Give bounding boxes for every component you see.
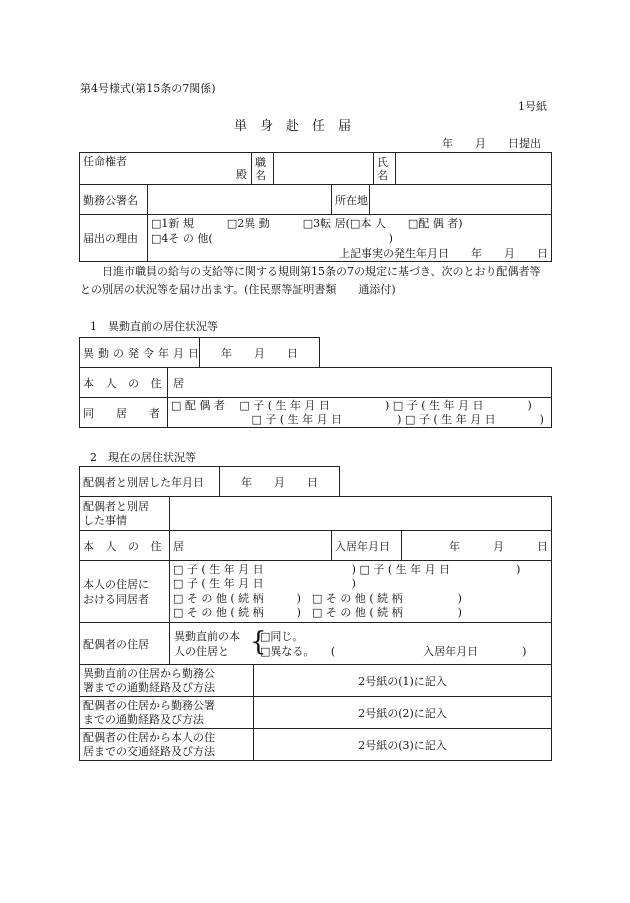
job-label: 職 名 <box>252 153 274 185</box>
brace-icon: { <box>250 627 267 657</box>
cohab2-line[interactable]: □ 子 ( 生 年 月 日 ) <box>173 577 356 590</box>
job-field[interactable] <box>274 153 374 185</box>
order-label: 異動の発令年月日 <box>80 338 200 368</box>
order-table <box>79 337 320 368</box>
occurrence-date: 上記事実の発生年月日 年 月 日 <box>339 247 548 260</box>
location-label: 所在地 <box>332 185 370 215</box>
office-table <box>79 184 552 215</box>
reason-table <box>79 214 552 262</box>
spouse-label: 配偶者の住居 <box>80 623 170 665</box>
route-label: 異動直前の住居から勤務公 署までの通勤経路及び方法 <box>80 665 254 697</box>
residence-label: 本 人 の 住 居 <box>80 368 168 398</box>
cohab2-options[interactable] <box>170 561 552 623</box>
spouse-same[interactable]: □同じ。 <box>260 630 304 643</box>
cohab2-label: 本人の住居に おける同居者 <box>80 561 170 623</box>
route-value: 2号紙の(3)に記入 <box>254 729 552 761</box>
order-date[interactable]: 年 月 日 <box>200 338 320 368</box>
residence2-label: 本 人 の 住 居 <box>80 531 170 561</box>
sep-label: 配偶者と別居した年月日 <box>80 467 220 497</box>
sheet-number: 1号紙 <box>518 100 547 113</box>
reason2-field[interactable] <box>170 497 552 531</box>
route-table <box>79 664 552 761</box>
cohab2-line[interactable]: □ 子 ( 生 年 月 日 ) □ 子 ( 生 年 月 日 ) <box>173 562 521 576</box>
office-field[interactable] <box>148 185 332 215</box>
form-number: 第4号様式(第15条の7関係) <box>80 82 216 95</box>
sec1-table <box>79 367 552 428</box>
name-field[interactable] <box>396 153 552 185</box>
form-title: 単 身 赴 任 届 <box>234 119 352 134</box>
movein-date[interactable]: 年 月 日 <box>402 531 552 561</box>
spouse-cell[interactable] <box>170 623 552 665</box>
route-value: 2号紙の(2)に記入 <box>254 697 552 729</box>
name-label: 氏 名 <box>374 153 396 185</box>
cohab2-line[interactable]: □ そ の 他 ( 続 柄 ) □ そ の 他 ( 続 柄 ) <box>173 606 462 619</box>
spouse-pre: 異動直前の本 人の住居と <box>174 630 240 658</box>
cohab-options[interactable] <box>168 398 552 428</box>
route-label: 配偶者の住居から勤務公署 までの通勤経路及び方法 <box>80 697 254 729</box>
movein-label: 入居年月日 <box>332 531 402 561</box>
cohab-line-2[interactable]: □ 子 ( 生 年 月 日 ) □ 子 ( 生 年 月 日 ) <box>171 412 544 426</box>
reason-options[interactable] <box>148 215 552 262</box>
appointer-cell[interactable] <box>80 153 252 185</box>
reason-line-1[interactable]: □1新 規 □2異 動 □3転 居(□本 人 □配 偶 者) <box>151 217 463 230</box>
appointer-label: 任命権者 <box>83 155 127 168</box>
reason-line-2[interactable]: □4そ の 他( ) <box>151 232 393 245</box>
residence2-field[interactable] <box>170 531 332 561</box>
cohab-label: 同 居 者 <box>80 398 168 428</box>
sep-table <box>79 466 340 497</box>
appointer-suffix: 殿 <box>236 168 247 181</box>
sec2-table <box>79 496 552 665</box>
route-value: 2号紙の(1)に記入 <box>254 665 552 697</box>
section2-heading: 2 現在の居住状況等 <box>90 451 196 464</box>
reason-label: 届出の理由 <box>80 215 148 262</box>
office-label: 勤務公署名 <box>80 185 148 215</box>
intro-paragraph: 日進市職員の給与の支給等に関する規則第15条の7の規定に基づき、次のとおり配偶者等との別居の状況等を届け出ます。(住民票等証明書類 通添付) <box>80 265 541 296</box>
route-label: 配偶者の住居から本人の住 居までの交通経路及び方法 <box>80 729 254 761</box>
reason2-label: 配偶者と別居 した事情 <box>80 497 170 531</box>
residence-field[interactable] <box>168 368 552 398</box>
location-field[interactable] <box>370 185 552 215</box>
header-table <box>79 152 552 185</box>
spouse-diff[interactable]: □異なる。 ( 入居年月日 ) <box>260 645 527 658</box>
section1-heading: 1 異動直前の居住状況等 <box>90 320 218 333</box>
cohab-line-1[interactable]: □ 配 偶 者 □ 子 ( 生 年 月 日 ) □ 子 ( 生 年 月 日 ) <box>171 398 532 412</box>
sep-date[interactable]: 年 月 日 <box>220 467 340 497</box>
cohab2-line[interactable]: □ そ の 他 ( 続 柄 ) □ そ の 他 ( 続 柄 ) <box>173 591 462 605</box>
submit-date: 年 月 日提出 <box>442 137 541 150</box>
